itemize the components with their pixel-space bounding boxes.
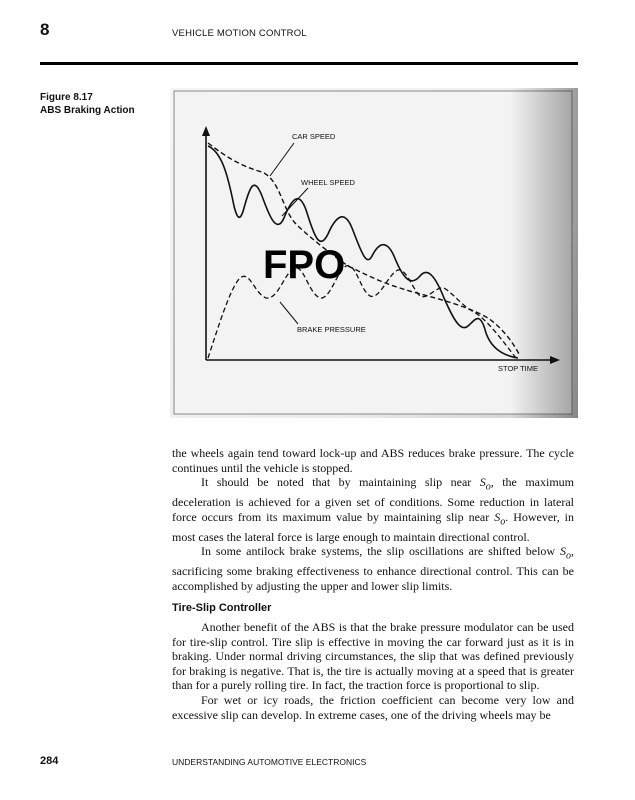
car-speed-label: CAR SPEED: [292, 132, 336, 141]
paragraph-4: Another benefit of the ABS is that the brake pressure modulator can be used for tire-slip control. Tire slip is effective in moving the car forward just as it is in braking. Under normal driving circumstances, the slip that was defined previously for braking is negative. That is, the tire is actually moving at a speed that is greater than for a purely rolling tire. In fact, the traction force is proportional to slip.: [172, 620, 574, 693]
paragraph-3: In some antilock brake systems, the slip oscillations are shifted below $S_o$, sacrificing some braking effectiveness to enhance directional control. This can be accomplished by adjusting the upper and lower slip limits.: [172, 544, 574, 593]
chapter-number: 8: [40, 20, 50, 39]
abs-braking-figure: [170, 88, 578, 418]
figure-number: Figure 8.17: [40, 92, 93, 103]
figure-caption: [40, 91, 135, 117]
paragraph-5: For wet or icy roads, the friction coefficient can become very low and excessive slip can develop. In extreme cases, one of the driving wheels may be: [172, 693, 574, 722]
body-text: [172, 446, 574, 722]
fpo-placeholder: FPO: [263, 243, 346, 287]
page-number: 284: [40, 755, 59, 767]
slip-symbol: $S_o$: [479, 475, 491, 493]
paragraph-1: the wheels again tend toward lock-up and ABS reduces brake pressure. The cycle continues until the vehicle is stopped.: [172, 446, 574, 475]
running-head: VEHICLE MOTION CONTROL: [172, 28, 307, 39]
slip-symbol: $S_o$: [560, 544, 571, 562]
stop-time-label: STOP TIME: [498, 364, 539, 373]
figure-title: ABS Braking Action: [40, 105, 135, 116]
footer-book-title: UNDERSTANDING AUTOMOTIVE ELECTRONICS: [172, 757, 367, 767]
slip-symbol: $S_o$: [494, 509, 506, 528]
section-heading: Tire-Slip Controller: [172, 601, 272, 614]
paragraph-2: It should be noted that by maintaining slip near $S_o$, the maximum deceleration is achieved for a given set of conditions. Some reduction in lateral force occurs from its maximum value by maintaining slip near $S_o$. However, in most cases the lateral force is large enough to maintain directional control.: [172, 475, 575, 544]
brake-pressure-label: BRAKE PRESSURE: [297, 325, 366, 334]
wheel-speed-label: WHEEL SPEED: [301, 178, 355, 187]
header-rule: [40, 62, 578, 65]
